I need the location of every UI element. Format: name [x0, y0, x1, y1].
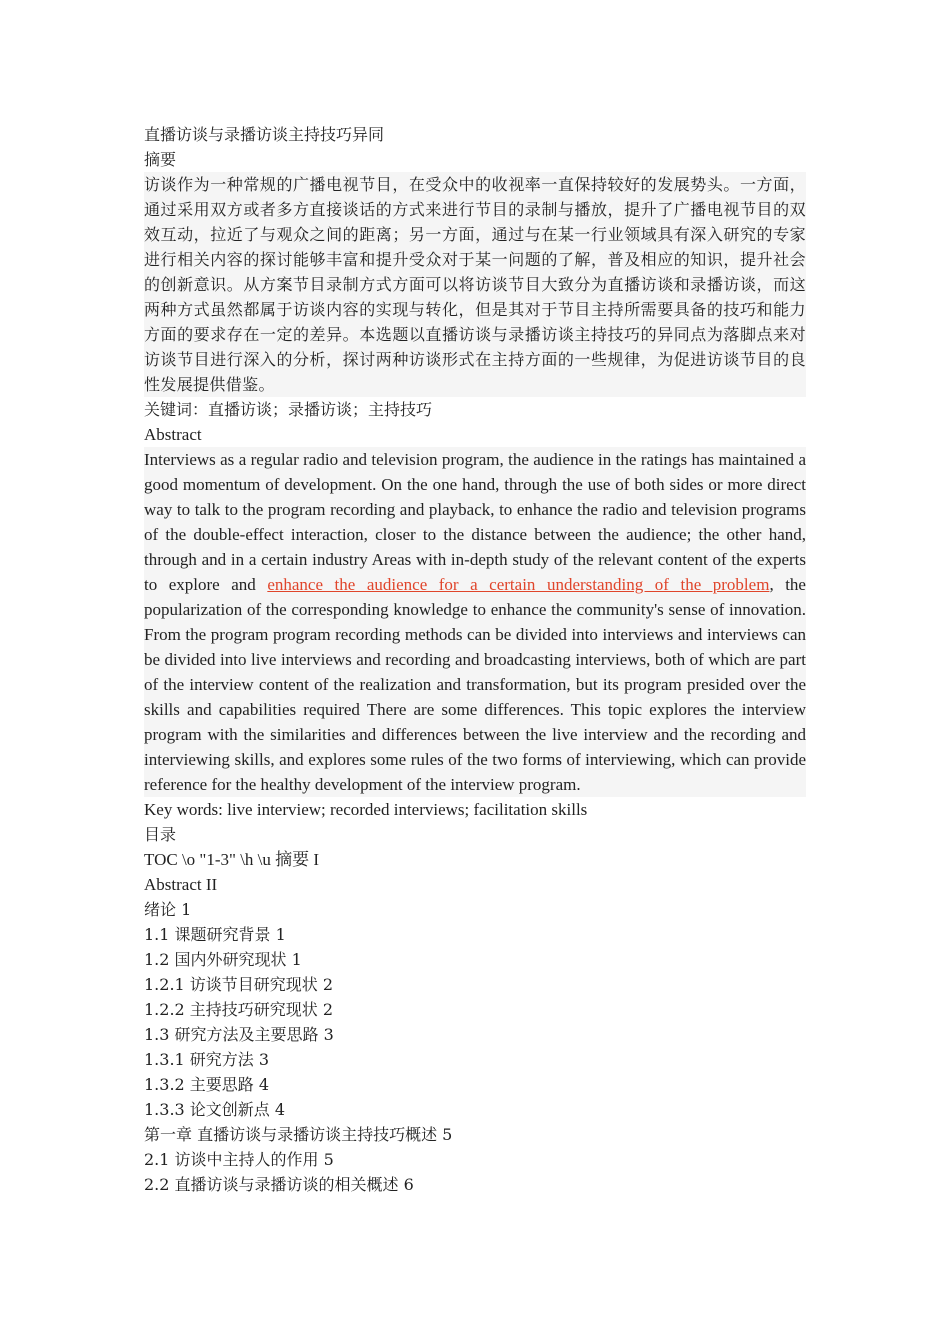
toc-item[interactable]: 1.3.1 研究方法 3 — [144, 1050, 270, 1069]
toc-item[interactable]: 第一章 直播访谈与录播访谈主持技巧概述 5 — [144, 1125, 453, 1144]
toc-item[interactable]: 2.2 直播访谈与录播访谈的相关概述 6 — [144, 1175, 414, 1194]
abstract-en-heading: Abstract — [144, 425, 202, 444]
toc-item[interactable]: 1.2.1 访谈节目研究现状 2 — [144, 975, 334, 994]
keywords-en: Key words: live interview; recorded interviews; facilitation skills — [144, 800, 588, 819]
abstract-cn-body: 访谈作为一种常规的广播电视节目，在受众中的收视率一直保持较好的发展势头。一方面，通过采用双方或者多方直接谈话的方式来进行节目的录制与播放，提升了广播电视节目的双效互动，拉近了与观众之间的距离；另一方面，通过与在某一行业领域具有深入研究的专家进行相关内容的探讨能够丰富和提升受众对于某一问题的了解，普及相应的知识，提升社会的创新意识。从方案节目录制方式方面可以将访谈节目大致分为直播访谈和录播访谈，而这两种方式虽然都属于访谈内容的实现与转化，但是其对于节目主持所需要具备的技巧和能力方面的要求存在一定的差异。本选题以直播访谈与录播访谈主持技巧的异同点为落脚点来对访谈节目进行深入的分析，探讨两种访谈形式在主持方面的一些规律，为促进访谈节目的良性发展提供借鉴。 — [144, 172, 806, 397]
abstract-en-text-part1: Interviews as a regular radio and television program, the audience in the ratings has maintained a good momentum of development. On the one hand, through the use of both sides or more direct way to talk to the program recording and playback, to enhance the radio and television programs of the double-effect interaction, closer to the distance between the audience; the other hand, through and in a certain industry Areas with in-depth study of the relevant content of the experts to explore and — [144, 450, 806, 594]
keywords-cn: 关键词：直播访谈；录播访谈；主持技巧 — [144, 400, 433, 419]
toc-list — [144, 847, 806, 1197]
toc-item[interactable]: Abstract II — [144, 875, 218, 894]
toc-heading: 目录 — [144, 825, 177, 844]
abstract-en-body — [144, 447, 806, 797]
toc-item[interactable]: 1.3.3 论文创新点 4 — [144, 1100, 286, 1119]
toc-item[interactable]: 1.3.2 主要思路 4 — [144, 1075, 270, 1094]
toc-item[interactable]: 1.2 国内外研究现状 1 — [144, 950, 302, 969]
toc-item[interactable]: 1.2.2 主持技巧研究现状 2 — [144, 1000, 334, 1019]
abstract-en-text-part2: , the popularization of the corresponding knowledge to enhance the community's sense of innovation. From the program program recording methods can be divided into interviews and interviews can be divided into live interviews and recording and broadcasting interviews, both of which are part of the interview content of the realization and transformation, but its program presided over the skills and capabilities required There are some differences. This topic explores the interview program with the similarities and differences between the live interview and the recording and interviewing skills, and explores some rules of the two forms of interviewing, which can provide reference for the healthy development of the interview program. — [144, 575, 806, 794]
document-title: 直播访谈与录播访谈主持技巧异同 — [144, 125, 385, 144]
toc-item[interactable]: 绪论 1 — [144, 900, 192, 919]
abstract-cn-heading: 摘要 — [144, 150, 177, 169]
toc-item[interactable]: TOC \o "1-3" \h \u 摘要 I — [144, 850, 320, 869]
toc-item[interactable]: 1.3 研究方法及主要思路 3 — [144, 1025, 334, 1044]
toc-item[interactable]: 1.1 课题研究背景 1 — [144, 925, 286, 944]
document-page — [144, 122, 806, 1197]
toc-item[interactable]: 2.1 访谈中主持人的作用 5 — [144, 1150, 334, 1169]
abstract-en-link[interactable]: enhance the audience for a certain understanding of the problem — [267, 575, 770, 594]
